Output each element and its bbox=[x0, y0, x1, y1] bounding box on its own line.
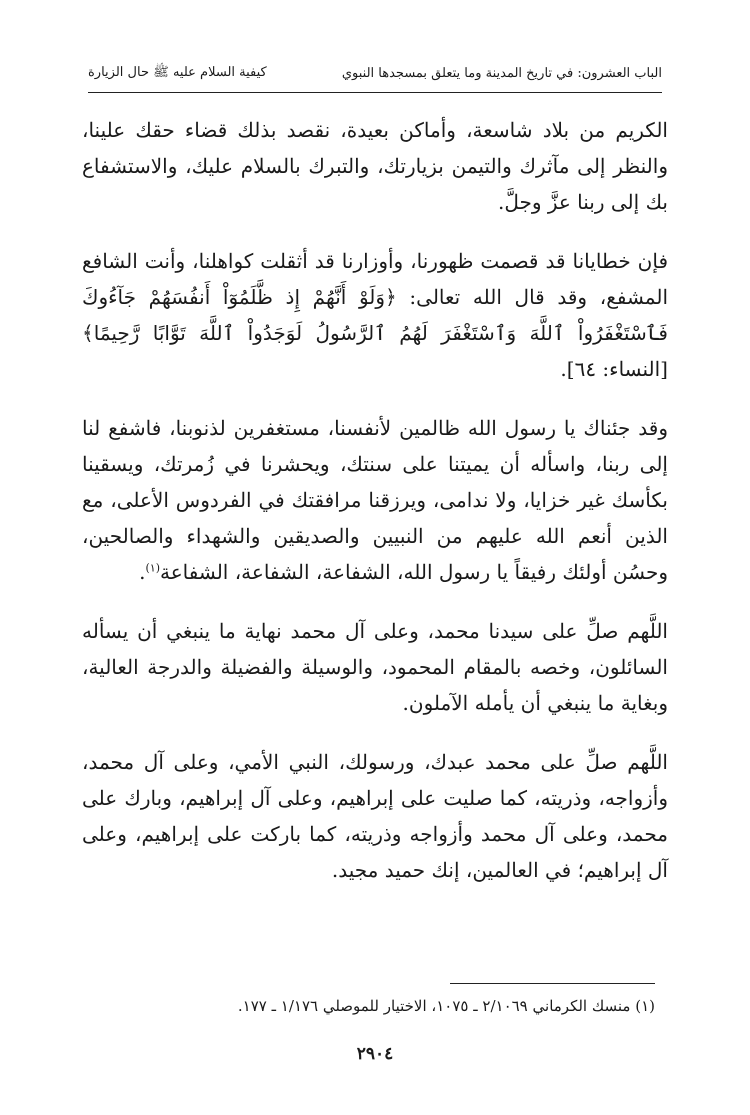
paragraph-1: الكريم من بلاد شاسعة، وأماكن بعيدة، نقصد بذلك قضاء حقك علينا، والنظر إلى مآثرك والتيمن بزيارتك، والتبرك بالسلام عليك، والاستشفاع بك إلى ربنا عزَّ وجلَّ. bbox=[82, 118, 668, 214]
footnote: (١) منسك الكرماني ٢/١٠٦٩ ـ ١٠٧٥، الاختيار للموصلي ١/١٧٦ ـ ١٧٧. bbox=[237, 997, 655, 1015]
quran-verse: ﴿وَلَوْ أَنَّهُمْ إِذ ظَّلَمُوٓاْ أَنفُسَهُمْ جَآءُوكَ فَٱسْتَغْفَرُواْ ٱللَّهَ وَٱسْتَغْفَرَ لَهُمُ ٱلرَّسُولُ لَوَجَدُواْ ٱللَّهَ تَوَّابًا رَّحِيمًا﴾ bbox=[82, 285, 668, 345]
chapter-title: الباب العشرون: في تاريخ المدينة وما يتعلق بمسجدها النبوي bbox=[341, 65, 662, 81]
paragraph-3-text: وقد جئناك يا رسول الله ظالمين لأنفسنا، مستغفرين لذنوبنا، فاشفع لنا إلى ربنا، واسأله أن يميتنا على سنتك، ويحشرنا في زُمرتك، ويسقينا بكأسك غير خزايا، ولا ندامى، ويرزقنا مرافقتك في الفردوس الأعلى، مع الذين أنعم الله عليهم من النبيين والصديقين والشهداء والصالحين، وحسُن أولئك رفيقاً يا رسول الله، الشفاعة، الشفاعة، الشفاعة bbox=[82, 416, 668, 584]
page-number: ٢٩٠٤ bbox=[356, 1044, 394, 1064]
paragraph-3 bbox=[82, 410, 668, 590]
verse-citation: [النساء: ٦٤]. bbox=[560, 357, 668, 381]
paragraph-2 bbox=[82, 243, 668, 387]
header-divider bbox=[88, 92, 662, 93]
paragraph-4: اللَّهم صلِّ على سيدنا محمد، وعلى آل محمد نهاية ما ينبغي أن يسأله السائلون، وخصه بالمقام المحمود، والوسيلة والفضيلة والدرجة العالية، وبغاية ما ينبغي أن يأمله الآملون. bbox=[82, 619, 668, 715]
paragraph-2-text: فإن خطايانا قد قصمت ظهورنا، وأوزارنا قد أثقلت كواهلنا، وأنت الشافع المشفع، وقد قال الله تعالى: bbox=[82, 249, 669, 309]
running-header bbox=[88, 58, 662, 88]
footnote-reference: (١) bbox=[145, 561, 160, 575]
paragraph-5: اللَّهم صلِّ على محمد عبدك، ورسولك، النبي الأمي، وعلى آل محمد، وأزواجه، وذريته، كما صليت على إبراهيم، وعلى آل إبراهيم، وبارك على محمد، وعلى آل محمد وأزواجه وذريته، كما باركت على إبراهيم، وعلى آل إبراهيم؛ في العالمين، إنك حميد مجيد. bbox=[82, 750, 668, 882]
page-body bbox=[82, 112, 668, 911]
section-title: كيفية السلام عليه ﷺ حال الزيارة bbox=[88, 64, 267, 80]
paragraph-3-end: . bbox=[139, 560, 146, 584]
footnote-divider bbox=[450, 983, 655, 984]
